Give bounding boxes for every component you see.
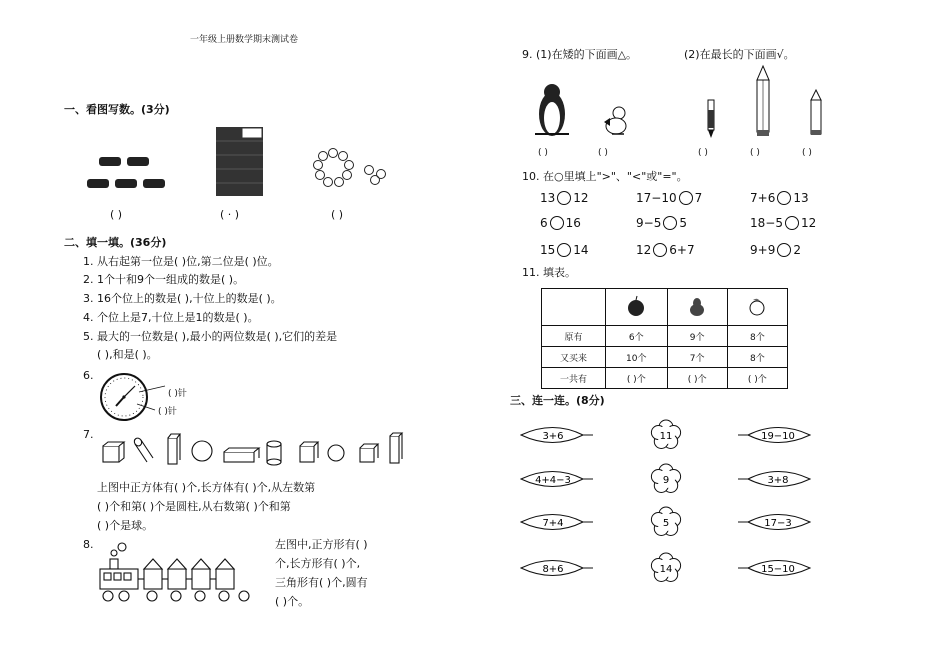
answer-blank[interactable]: ( ): [598, 148, 608, 158]
answer-blank[interactable]: ( ): [750, 148, 760, 158]
right-leaf[interactable]: [736, 424, 814, 446]
section1-heading: 一、看图写数。(3分): [64, 103, 170, 116]
compare-right: 2: [793, 243, 801, 257]
leaf-text: 19−10: [761, 431, 795, 442]
leaf-text: 7+4: [542, 518, 564, 529]
table-cell: 10个: [606, 347, 668, 368]
flower-number[interactable]: [650, 419, 682, 451]
hand-blank-1[interactable]: ( )针: [168, 389, 187, 399]
flower-text: 11: [659, 431, 673, 442]
compare-item: [540, 243, 589, 257]
answer-circle-icon[interactable]: [785, 216, 799, 230]
left-leaf[interactable]: [517, 424, 595, 446]
section3-heading: 三、连一连。(8分): [510, 394, 605, 407]
question-1: 1. 从右起第一位是( )位,第二位是( )位。: [83, 255, 279, 268]
hand-blank-2[interactable]: ( )针: [158, 407, 177, 417]
answer-circle-icon[interactable]: [653, 243, 667, 257]
table-corner-cell: [542, 289, 606, 326]
answer-cell[interactable]: ( )个: [727, 368, 787, 389]
compare-left: 6: [540, 216, 548, 230]
left-leaf[interactable]: [517, 511, 595, 533]
question-11-heading: 11. 填表。: [522, 266, 576, 279]
solids-row-picture: [100, 432, 410, 470]
answer-blank[interactable]: ( ): [538, 148, 548, 158]
question-8-line3: 三角形有( )个,圆有: [275, 576, 368, 589]
flower-text: 5: [662, 518, 670, 529]
flower-text: 9: [662, 475, 670, 486]
answer-blank[interactable]: ( ): [698, 148, 708, 158]
left-leaf[interactable]: [517, 557, 595, 579]
compare-item: [636, 191, 702, 205]
answer-circle-icon[interactable]: [777, 191, 791, 205]
table-cell: 8个: [727, 347, 787, 368]
medium-pencil-picture: [810, 90, 822, 138]
leaf-text: 3+8: [767, 475, 789, 486]
flower-number[interactable]: [650, 463, 682, 495]
question-8-line2: 个,长方形有( )个,: [275, 557, 361, 570]
long-pencil-picture: [755, 66, 771, 138]
apple-icon: [606, 289, 668, 326]
compare-left: 13: [540, 191, 556, 205]
answer-blank[interactable]: ( ): [802, 148, 812, 158]
right-leaf[interactable]: [736, 511, 814, 533]
compare-item: [636, 243, 695, 257]
compare-item: [750, 191, 809, 205]
cars-picture: [85, 155, 175, 195]
answer-blank[interactable]: ( ): [331, 208, 344, 221]
compare-item: [636, 216, 687, 230]
fill-table: [541, 288, 788, 389]
answer-cell[interactable]: ( )个: [606, 368, 668, 389]
compare-right: 7: [694, 191, 703, 205]
question-10-heading: 10. 在○里填上">"、"<"或"="。: [522, 170, 688, 183]
question-3: 3. 16个位上的数是( ),十位上的数是( )。: [83, 292, 282, 305]
right-leaf[interactable]: [736, 557, 814, 579]
question-4: 4. 个位上是7,十位上是1的数是( )。: [83, 311, 259, 324]
penguin-picture: [532, 82, 572, 140]
row-label: 又买来: [542, 347, 606, 368]
compare-right: 16: [565, 216, 581, 230]
answer-circle-icon[interactable]: [663, 216, 677, 230]
left-leaf[interactable]: [517, 468, 595, 490]
answer-circle-icon[interactable]: [550, 216, 564, 230]
right-leaf[interactable]: [736, 468, 814, 490]
page-title: 一年级上册数学期末测试卷: [190, 35, 299, 45]
compare-right: 12: [573, 191, 589, 205]
question-8-line1: 左图中,正方形有( ): [275, 538, 368, 551]
chick-picture: [602, 104, 632, 136]
question-7-line2: ( )个和第( )个是圆柱,从右数第( )个和第: [97, 500, 291, 513]
question-5-line1: 5. 最大的一位数是( ),最小的两位数是( ),它们的差是: [83, 330, 338, 343]
leaf-text: 8+6: [542, 564, 564, 575]
clock-icon: [99, 372, 149, 422]
compare-right: 14: [573, 243, 589, 257]
flower-number[interactable]: [650, 506, 682, 538]
compare-left: 12: [636, 243, 652, 257]
leaf-text: 3+6: [542, 431, 564, 442]
beads-picture: [313, 148, 393, 198]
compare-left: 9+9: [750, 243, 776, 257]
compare-left: 18−5: [750, 216, 783, 230]
flower-text: 14: [659, 564, 673, 575]
pear-icon: [667, 289, 727, 326]
table-cell: 9个: [667, 326, 727, 347]
compare-right: 12: [800, 216, 817, 230]
answer-circle-icon[interactable]: [557, 191, 571, 205]
question-7-line1: 上图中正方体有( )个,长方体有( )个,从左数第: [97, 481, 316, 494]
compare-item: [750, 216, 816, 230]
table-cell: 8个: [727, 326, 787, 347]
train-picture: [96, 543, 261, 605]
table-cell: 7个: [667, 347, 727, 368]
compare-right: 13: [793, 191, 809, 205]
leaf-text: 15−10: [761, 564, 795, 575]
compare-right: 5: [679, 216, 687, 230]
row-label: 原有: [542, 326, 606, 347]
compare-item: [540, 191, 589, 205]
answer-blank[interactable]: ( ): [110, 208, 123, 221]
row-label: 一共有: [542, 368, 606, 389]
compare-item: [540, 216, 581, 230]
peach-icon: [727, 289, 787, 326]
compare-left: 9−5: [636, 216, 662, 230]
section2-heading: 二、填一填。(36分): [64, 236, 167, 249]
answer-cell[interactable]: ( )个: [667, 368, 727, 389]
answer-circle-icon[interactable]: [679, 191, 693, 205]
answer-circle-icon[interactable]: [777, 243, 791, 257]
question-5-line2: ( ),和是( )。: [97, 348, 158, 361]
leaf-text: 17−3: [764, 518, 792, 529]
compare-item: [750, 243, 801, 257]
compare-left: 7+6: [750, 191, 776, 205]
leaf-text: 4+4−3: [535, 475, 571, 486]
question-9-part1: 9. (1)在矮的下面画△。: [522, 48, 638, 61]
question-6-number: 6.: [83, 369, 94, 382]
compare-left: 15: [540, 243, 556, 257]
question-7-number: 7.: [83, 428, 94, 441]
question-9-part2: (2)在最长的下面画√。: [684, 48, 795, 61]
answer-circle-icon[interactable]: [557, 243, 571, 257]
question-7-line3: ( )个是球。: [97, 519, 154, 532]
question-2: 2. 1个十和9个一组成的数是( )。: [83, 273, 245, 286]
flower-number[interactable]: [650, 552, 682, 584]
compare-right: 6+7: [669, 243, 695, 257]
compare-left: 17−10: [636, 191, 677, 205]
short-pen-picture: [705, 100, 717, 140]
table-cell: 6个: [606, 326, 668, 347]
question-8-number: 8.: [83, 538, 94, 551]
question-8-line4: ( )个。: [275, 595, 310, 608]
tens-block-picture: [216, 127, 264, 197]
answer-blank[interactable]: ( · ): [220, 208, 240, 221]
